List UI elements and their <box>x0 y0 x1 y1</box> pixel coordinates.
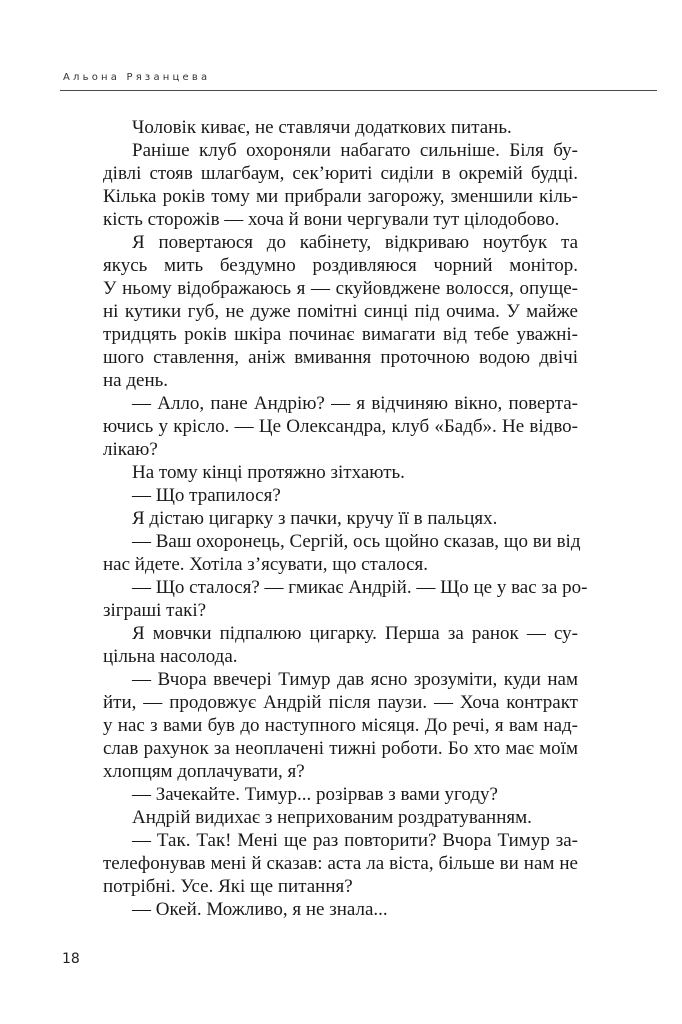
text-line: нас йдете. Хотіла з’ясувати, що сталося. <box>103 554 429 575</box>
text-line: — Вчора ввечері Тимур дав ясно зрозуміти, куди нам <box>132 669 578 690</box>
text-line: — Окей. Можливо, я не знала... <box>132 899 388 920</box>
text-line: — Що трапилося? <box>132 485 281 506</box>
text-line: хлопцям доплачувати, я? <box>103 761 305 782</box>
text-line: телефонував мені й сказав: аста ла віста, більше ви нам не <box>103 853 578 874</box>
text-line: ні кутики губ, не дуже помітні синці під очима. У майже <box>103 301 578 322</box>
text-line: — Що сталося? — гмикає Андрій. — Що це у вас за ро- <box>132 577 588 598</box>
text-line: Раніше клуб охороняли набагато сильніше. Біля бу- <box>132 140 578 161</box>
text-line: — Зачекайте. Тимур... розірвав з вами угоду? <box>132 784 498 805</box>
text-line: Андрій видихає з неприхованим роздратуванням. <box>132 807 532 828</box>
text-line: Я дістаю цигарку з пачки, кручу її в пальцях. <box>132 508 498 529</box>
text-line: у нас з вами був до наступного місяця. До речі, я вам над- <box>103 715 578 736</box>
text-line: зіграші такі? <box>103 600 207 621</box>
text-line: — Алло, пане Андрію? — я відчиняю вікно, поверта- <box>132 393 578 414</box>
text-line: на день. <box>103 370 169 391</box>
running-head-author: Альона Рязанцева <box>63 72 211 83</box>
text-line: ючись у крісло. — Це Олександра, клуб «Бадб». Не відво- <box>103 416 578 437</box>
text-line: лікаю? <box>103 439 158 460</box>
text-line: слав рахунок за неоплачені тижні роботи. Бо хто має моїм <box>103 738 578 759</box>
text-line: потрібні. Усе. Які ще питання? <box>103 876 353 897</box>
text-line: шого ставлення, аніж вмивання проточною водою двічі <box>103 347 578 368</box>
text-line: У ньому відображаюсь я — скуйовджене волосся, опуще- <box>103 278 578 299</box>
text-line: тридцять років шкіра починає вимагати від тебе уважні- <box>103 324 578 345</box>
text-line: Я мовчки підпалюю цигарку. Перша за ранок — су- <box>132 623 578 644</box>
text-line: — Так. Так! Мені ще раз повторити? Вчора Тимур за- <box>132 830 578 851</box>
text-line: цільна насолода. <box>103 646 238 667</box>
text-line: — Ваш охоронець, Сергій, ось щойно сказав, що ви від <box>132 531 581 552</box>
text-line: На тому кінці протяжно зітхають. <box>132 462 405 483</box>
text-line: Я повертаюся до кабінету, відкриваю ноутбук та <box>132 232 578 253</box>
page-number: 18 <box>62 951 80 967</box>
text-line: якусь мить бездумно роздивляюся чорний монітор. <box>103 255 578 276</box>
text-line: Чоловік киває, не ставлячи додаткових питань. <box>132 117 512 138</box>
text-line: йти, — продовжує Андрій після паузи. — Хоча контракт <box>103 692 578 713</box>
text-line: кість сторожів — хоча й вони чергували тут цілодобово. <box>103 209 560 230</box>
text-line: дівлі стояв шлагбаум, сек’юриті сиділи в окремій будці. <box>103 163 578 184</box>
text-line: Кілька років тому ми прибрали загорожу, зменшили кіль- <box>103 186 578 207</box>
